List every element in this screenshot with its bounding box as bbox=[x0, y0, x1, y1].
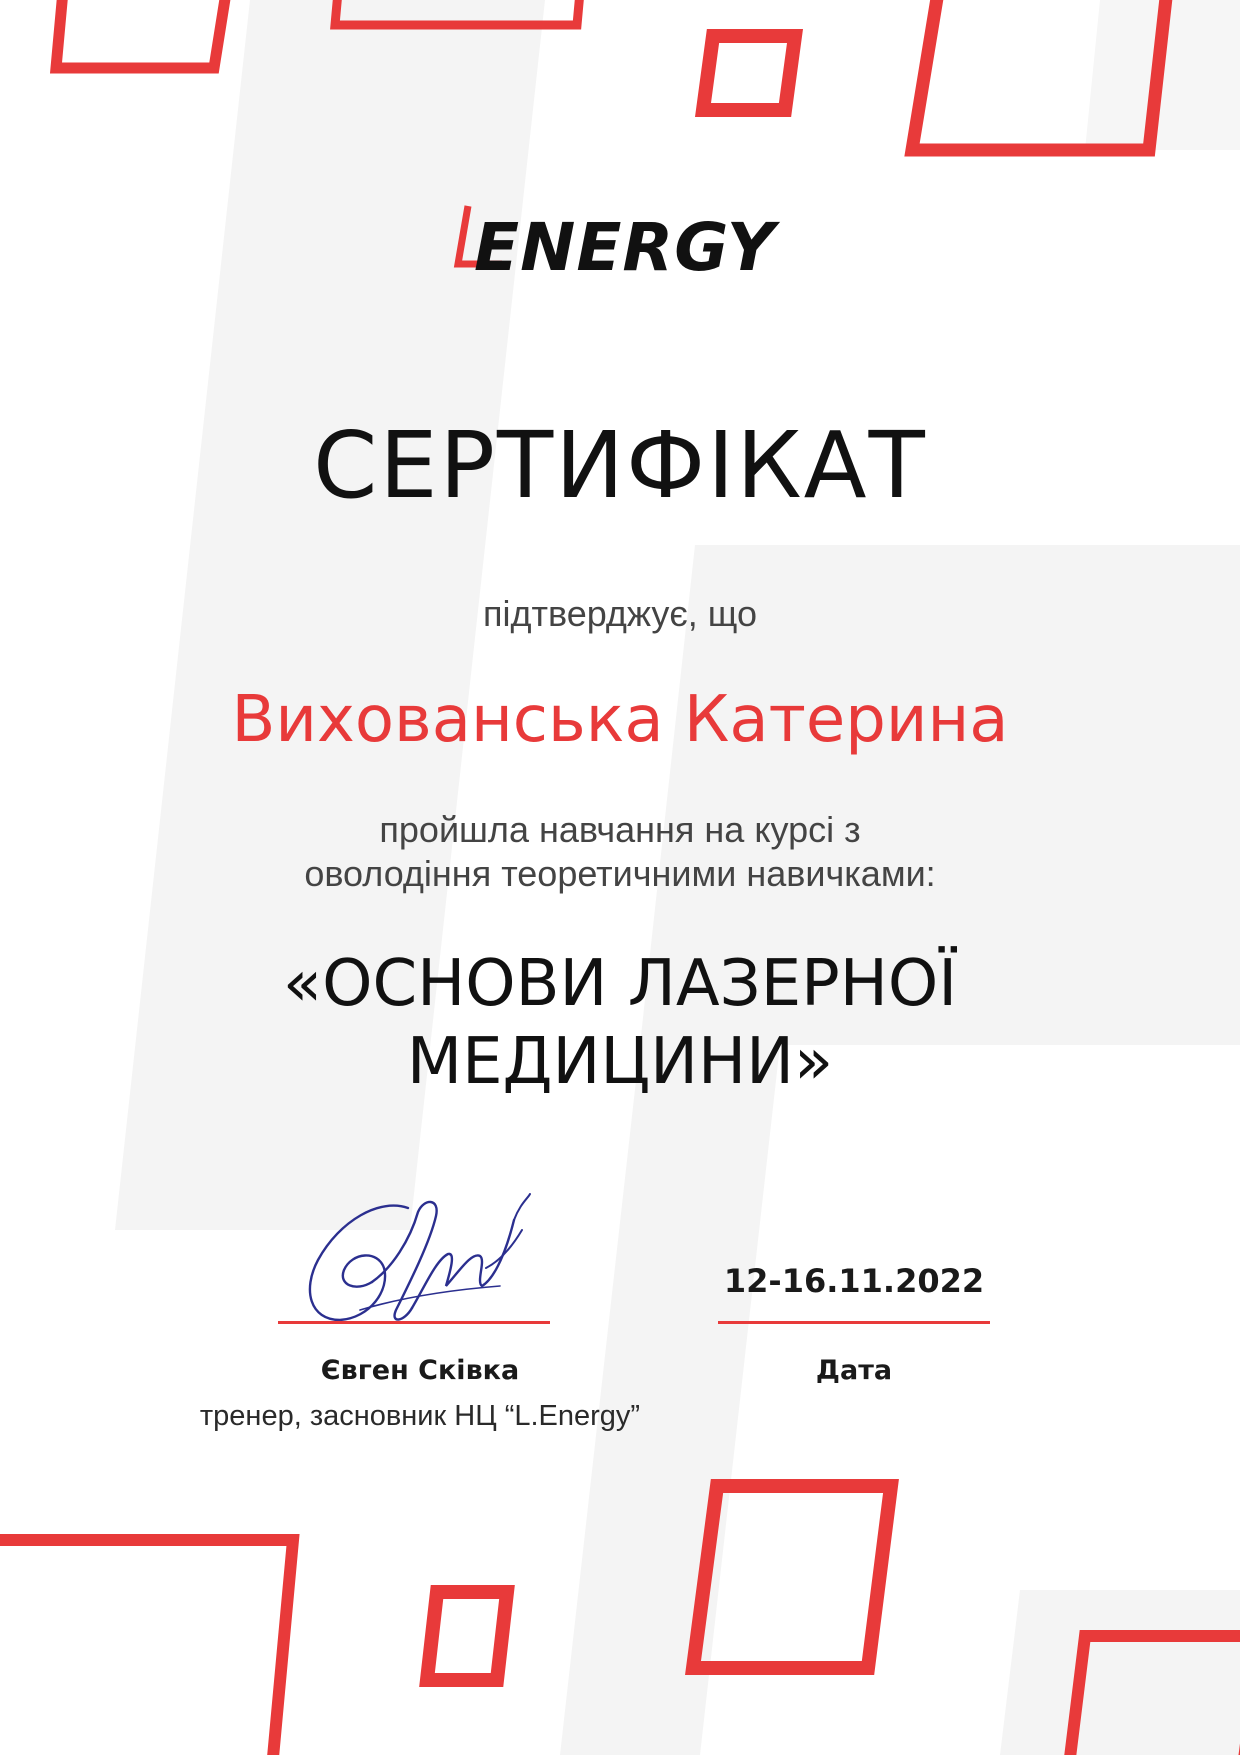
deco-bottom-small bbox=[427, 1592, 507, 1680]
deco-top-left bbox=[56, 0, 228, 68]
deco-top-center bbox=[335, 0, 582, 25]
deco-top-right bbox=[912, 0, 1168, 150]
certificate-title: СЕРТИФІКАТ bbox=[313, 412, 927, 519]
handwritten-signature bbox=[300, 1190, 540, 1350]
confirm-text: підтверджує, що bbox=[482, 593, 758, 634]
signature-line bbox=[278, 1321, 550, 1324]
deco-bottom-center bbox=[693, 1486, 891, 1668]
signer-name: Євген Сківка bbox=[320, 1355, 520, 1386]
course-title-line-1: «ОСНОВИ ЛАЗЕРНОЇ bbox=[282, 947, 958, 1021]
deco-top-small bbox=[703, 36, 795, 110]
deco-bottom-right bbox=[1066, 1636, 1240, 1755]
course-description bbox=[0, 808, 1240, 896]
company-logo bbox=[450, 200, 790, 300]
date-line bbox=[718, 1321, 990, 1324]
course-title-line-2: МЕДИЦИНИ» bbox=[406, 1025, 834, 1099]
logo-text: ENERGY bbox=[474, 209, 776, 286]
course-title bbox=[0, 945, 1240, 1101]
deco-bottom-left bbox=[0, 1540, 293, 1755]
description-line-2: оволодіння теоретичними навичками: bbox=[304, 853, 936, 894]
date-value: 12-16.11.2022 bbox=[723, 1262, 985, 1300]
recipient-name: Вихованська Катерина bbox=[231, 683, 1009, 757]
signer-role: тренер, засновник НЦ “L.Energy” bbox=[199, 1400, 641, 1432]
date-label: Дата bbox=[815, 1355, 893, 1386]
description-line-1: пройшла навчання на курсі з bbox=[379, 809, 861, 850]
